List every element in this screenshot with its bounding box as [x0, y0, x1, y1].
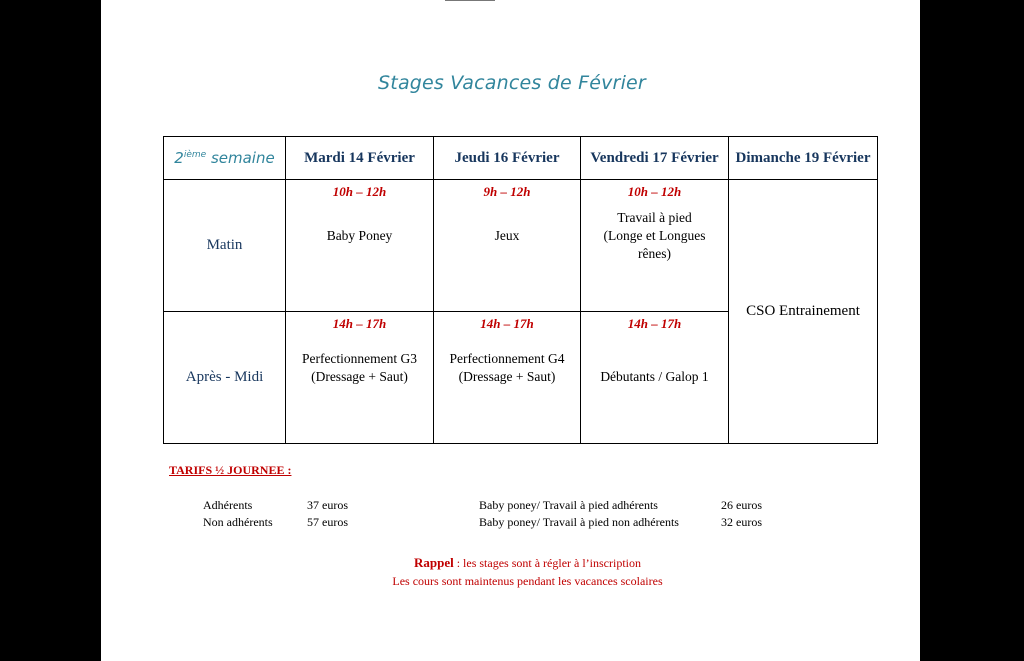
slot-cell	[286, 312, 434, 444]
day-header-thursday: Jeudi 16 Février	[434, 137, 581, 180]
schedule-table	[163, 136, 878, 444]
rappel-line2: Les cours sont maintenus pendant les vacances scolaires	[392, 574, 663, 588]
slot-time: 10h – 12h	[627, 184, 682, 199]
rate-label: Baby poney/ Travail à pied adhérents	[479, 498, 658, 512]
slot-activity: Perfectionnement G3 (Dressage + Saut)	[301, 351, 418, 384]
page-title: Stages Vacances de Février	[378, 72, 646, 94]
slot-activity: Jeux	[494, 228, 520, 243]
rate-price: 37 euros	[307, 498, 348, 512]
rate-price: 32 euros	[721, 515, 762, 529]
slot-cell	[581, 180, 729, 312]
rate-price: 26 euros	[721, 498, 762, 512]
row-label-morning: Matin	[164, 180, 286, 312]
slot-time: 10h – 12h	[332, 184, 387, 199]
slot-cell	[581, 312, 729, 444]
slot-time: 9h – 12h	[483, 184, 531, 199]
slot-time: 14h – 17h	[627, 316, 682, 331]
page-top-mark	[445, 0, 495, 1]
header-row	[164, 137, 878, 180]
slot-cell	[434, 312, 581, 444]
day-header-tuesday: Mardi 14 Février	[286, 137, 434, 180]
slot-time: 14h – 17h	[480, 316, 534, 331]
slot-time: 14h – 17h	[332, 316, 387, 331]
slot-activity: Travail à pied (Longe et Longues rênes)	[603, 210, 706, 261]
rate-label: Baby poney/ Travail à pied non adhérents	[479, 515, 679, 529]
day-header-sunday: Dimanche 19 Février	[729, 137, 878, 180]
sunday-cell: CSO Entrainement	[729, 180, 878, 444]
slot-cell	[286, 180, 434, 312]
week-label: 2ième semaine	[164, 137, 286, 180]
rate-label: Adhérents	[203, 498, 253, 512]
slot-activity: Débutants / Galop 1	[600, 369, 709, 384]
day-header-friday: Vendredi 17 Février	[581, 137, 729, 180]
rappel-text: : les stages sont à régler à l’inscription	[453, 556, 642, 570]
slot-cell	[434, 180, 581, 312]
rate-price: 57 euros	[307, 515, 348, 529]
morning-row	[164, 180, 878, 312]
slot-activity: Perfectionnement G4 (Dressage + Saut)	[449, 351, 565, 384]
rappel-note	[0, 555, 1024, 571]
slot-activity: Baby Poney	[326, 228, 393, 243]
tarifs-title: TARIFS ½ JOURNEE :	[169, 463, 292, 477]
row-label-afternoon: Après - Midi	[164, 312, 286, 444]
rappel-bold: Rappel	[413, 555, 454, 570]
rate-label: Non adhérents	[203, 515, 273, 529]
